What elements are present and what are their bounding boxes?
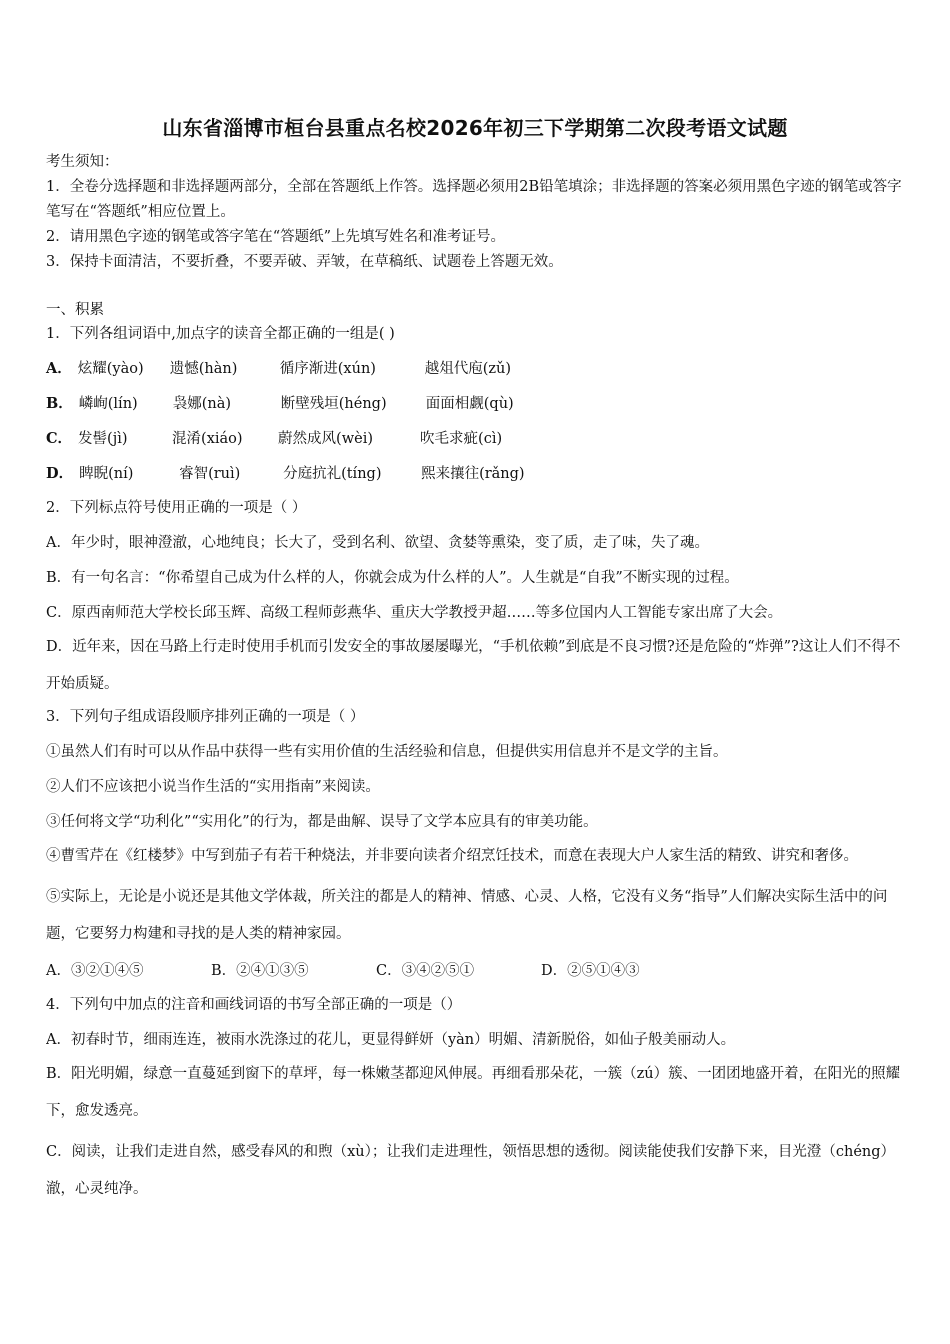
sentence: ①虽然人们有时可以从作品中获得一些有实用价值的生活经验和信息，但提供实用信息并不是文学的主旨。	[46, 744, 728, 760]
option-row	[46, 462, 912, 486]
notice-item: 2．请用黑色字迹的钢笔或答字笔在“答题纸”上先填写姓名和准考证号。	[46, 229, 506, 245]
option-word: 分庭抗礼(tíng)	[283, 466, 382, 482]
option-word: 炫耀(yào)	[77, 361, 144, 377]
option-word: 断壁残垣(héng)	[280, 396, 387, 412]
notice-heading: 考生须知：	[46, 154, 119, 170]
option-word: 蔚然成风(wèi)	[278, 431, 373, 447]
option-text: D．②⑤①④③	[541, 963, 640, 979]
option-word: 嶙峋(lín)	[78, 396, 138, 412]
option-text: A．③②①④⑤	[46, 963, 144, 979]
page-title: 山东省淄博市桓台县重点名校2026年初三下学期第二次段考语文试题	[162, 116, 788, 140]
notice-item: 1．全卷分选择题和非选择题两部分，全部在答题纸上作答。选择题必须用2B铅笔填涂；非选择题的答案必须用黑色字迹的钢笔或答字笔写在“答题纸”相应位置上。	[46, 179, 902, 220]
option-word: 熙来攘往(rǎng)	[421, 466, 525, 482]
option-label: D．	[46, 465, 74, 482]
option-text: C．③④②⑤①	[376, 963, 475, 979]
option-word: 越俎代庖(zǔ)	[424, 361, 512, 377]
option-row	[46, 357, 912, 381]
sentence: ⑤实际上，无论是小说还是其他文学体裁，所关注的都是人的精神、情感、心灵、人格，它没有义务“指导”人们解决实际生活中的问题，它要努力构建和寻找的是人类的精神家园。	[46, 889, 888, 942]
notice-block	[46, 150, 906, 275]
sentence: ②人们不应该把小说当作生活的“实用指南”来阅读。	[46, 779, 380, 795]
option-row	[46, 392, 912, 416]
option-word: 吹毛求疵(cì)	[420, 431, 503, 447]
option-word: 睥睨(ní)	[79, 466, 134, 482]
option-word: 发髻(jì)	[78, 431, 128, 447]
option-row	[46, 959, 912, 983]
option-label: B．	[46, 395, 73, 412]
questions	[46, 298, 912, 1208]
option-text: C．阅读，让我们走进自然，感受春风的和煦（xù）；让我们走进理性，领悟思想的透彻。阅读能使我们安静下来，目光澄（chéng）澈，心灵纯净。	[46, 1144, 896, 1197]
question-stem: 4．下列句中加点的注音和画线词语的书写全部正确的一项是（）	[46, 997, 462, 1013]
option-text: B．有一句名言：“你希望自己成为什么样的人，你就会成为什么样的人”。人生就是“自我”不断实现的过程。	[46, 570, 739, 586]
option-word: 面面相觑(qù)	[425, 396, 514, 412]
notice-item: 3．保持卡面清洁，不要折叠，不要弄破、弄皱，在草稿纸、试题卷上答题无效。	[46, 254, 563, 270]
option-text: A．年少时，眼神澄澈，心地纯良；长大了，受到名利、欲望、贪婪等熏染，变了质，走了味，失了魂。	[46, 535, 709, 551]
option-word: 遗憾(hàn)	[169, 361, 238, 377]
option-label: C．	[46, 430, 73, 447]
question-stem: 3．下列句子组成语段顺序排列正确的一项是（ ）	[46, 709, 365, 725]
option-row	[46, 427, 912, 451]
question-stem: 2．下列标点符号使用正确的一项是（ ）	[46, 500, 307, 516]
question-stem: 1．下列各组词语中,加点字的读音全都正确的一组是( )	[46, 326, 395, 342]
option-text: C．原西南师范大学校长邱玉辉、高级工程师彭燕华、重庆大学教授尹超……等多位国内人工智能专家出席了大会。	[46, 605, 783, 621]
option-text: B．②④①③⑤	[211, 963, 309, 979]
option-text: B．阳光明媚，绿意一直蔓延到窗下的草坪，每一株嫩茎都迎风伸展。再细看那朵花，一簇（zú）簇、一团团地盛开着，在阳光的照耀下，愈发透亮。	[46, 1066, 901, 1119]
section-heading: 一、积累	[46, 302, 104, 318]
option-label: A．	[46, 360, 72, 377]
option-word: 袅娜(nà)	[172, 396, 232, 412]
option-word: 循序渐进(xún)	[279, 361, 376, 377]
sentence: ④曹雪芹在《红楼梦》中写到茄子有若干种烧法，并非要向读者介绍烹饪技术，而意在表现大户人家生活的精致、讲究和奢侈。	[46, 848, 858, 864]
option-text: A．初春时节，细雨连连，被雨水洗涤过的花儿，更显得鲜妍（yàn）明媚、清新脱俗，如仙子般美丽动人。	[46, 1032, 736, 1048]
sentence: ③任何将文学“功利化”“实用化”的行为，都是曲解、误导了文学本应具有的审美功能。	[46, 814, 598, 830]
option-word: 混淆(xiáo)	[172, 431, 243, 447]
option-word: 睿智(ruì)	[179, 466, 241, 482]
option-text: D．近年来，因在马路上行走时使用手机而引发安全的事故屡屡曝光，“手机依赖”到底是不良习惯?还是危险的“炸弹”?这让人们不得不开始质疑。	[46, 639, 901, 692]
